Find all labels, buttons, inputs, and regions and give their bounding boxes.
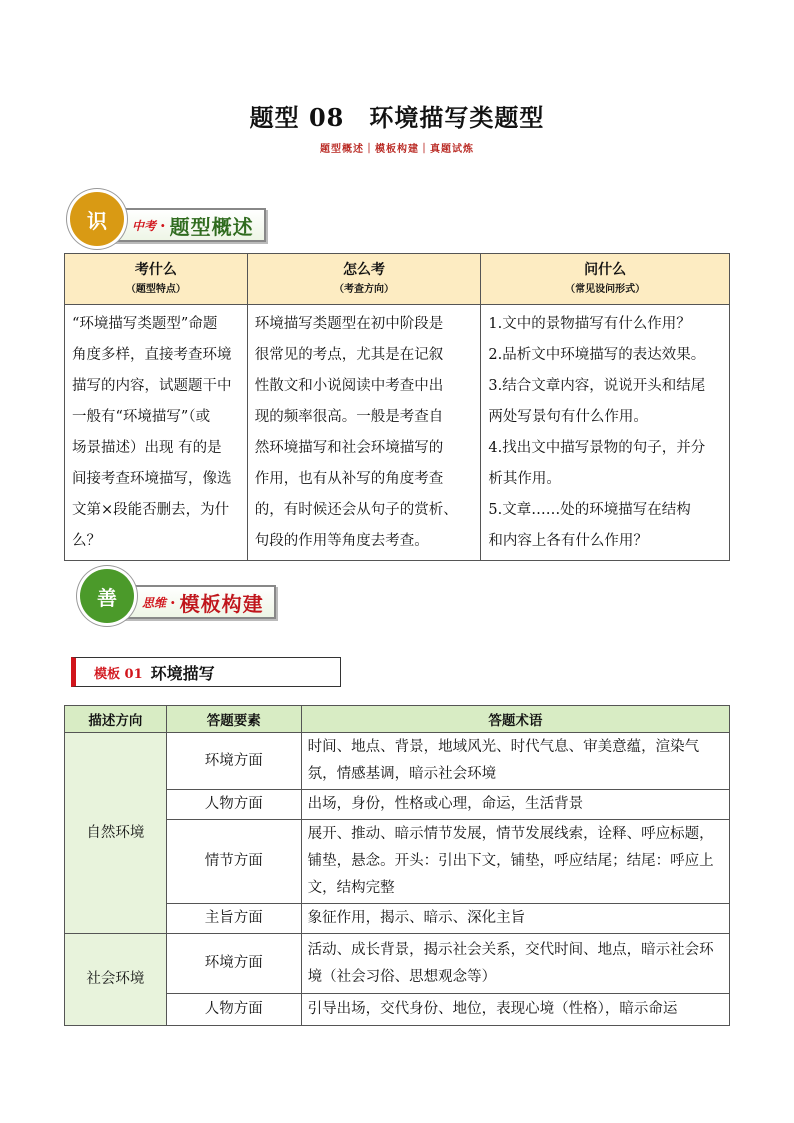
template-header-terms: 答题术语 (301, 706, 729, 733)
text-line: 很常见的考点，尤其是在记叙 (254, 347, 444, 363)
text-line: 性散文和小说阅读中考查中出 (254, 378, 444, 394)
section-dot: · (160, 215, 166, 235)
text-line: 2.品析文中环境描写的表达效果。 (488, 347, 706, 363)
page-subtitle: 题型概述｜模板构建｜真题试炼 (320, 144, 474, 155)
header-title: 怎么考 (343, 262, 386, 278)
text-line: 3.结合文章内容，说说开头和结尾 (488, 378, 706, 394)
aspect-cell: 情节方面 (166, 820, 301, 904)
text-line: 角度多样，直接考查环境 (72, 347, 232, 363)
text-line: 描写的内容，试题题干中 (72, 378, 232, 394)
aspect-cell: 主旨方面 (166, 904, 301, 934)
terms-cell: 时间、地点、背景，地域风光、时代气息、审美意蕴，渲染气氛，情感基调，暗示社会环境 (301, 733, 729, 790)
section-ribbon (120, 585, 276, 619)
text-line: 句段的作用等角度去考查。 (254, 533, 429, 549)
aspect-cell: 环境方面 (166, 733, 301, 790)
text-line: 一般有“环境描写”（或 (72, 409, 211, 425)
text-line: 作用，也有从补写的角度考查 (254, 471, 444, 487)
header-title: 问什么 (584, 262, 627, 278)
category-cell: 社会环境 (65, 934, 167, 1026)
aspect-cell: 人物方面 (166, 790, 301, 820)
section-heading: 题型概述 (169, 214, 254, 239)
template-title-box (71, 657, 341, 687)
page-title: 题型 08 环境描写类题型 (249, 103, 545, 132)
text-line: 1.文中的景物描写有什么作用？ (488, 316, 691, 332)
overview-header-what (65, 254, 248, 305)
header-sub: （常见设问形式） (565, 284, 646, 295)
section-banner-template (80, 569, 320, 625)
text-line: 文第×段能否删去，为什 (72, 502, 230, 518)
text-line: 现的频率很高。一般是考查自 (254, 409, 444, 425)
text-line: 间接考查环境描写，像选 (72, 471, 232, 487)
section-dot: · (170, 592, 176, 612)
header-title: 考什么 (134, 262, 177, 278)
overview-header-how (247, 254, 481, 305)
text-line: 场景描述）出现 有的是 (72, 440, 222, 456)
terms-cell: 活动、成长背景，揭示社会关系，交代时间、地点，暗示社会环境（社会习俗、思想观念等） (301, 934, 729, 994)
category-cell: 自然环境 (65, 733, 167, 934)
text-line: 5.文章……处的环境描写在结构 (488, 502, 691, 518)
aspect-cell: 环境方面 (166, 934, 301, 994)
overview-header-ask (481, 254, 730, 305)
terms-cell: 展开、推动、暗示情节发展，情节发展线索，诠释、呼应标题，铺垫，悬念。开头：引出下文，铺垫，呼应结尾；结尾：呼应上文，结构完整 (301, 820, 729, 904)
template-header-element: 答题要素 (166, 706, 301, 733)
section-badge: 善 (80, 569, 134, 623)
terms-cell: 引导出场，交代身份、地位，表现心境（性格），暗示命运 (301, 994, 729, 1026)
aspect-cell: 人物方面 (166, 994, 301, 1026)
template-number: 模板 01 (94, 666, 143, 682)
text-line: 环境描写类题型在初中阶段是 (254, 316, 444, 332)
text-line: 么？ (72, 533, 101, 549)
text-line: 的，有时候还会从句子的赏析、 (254, 502, 458, 518)
overview-cell-ask (481, 305, 730, 561)
text-line: 两处写景句有什么作用。 (488, 409, 648, 425)
text-line: 和内容上各有什么作用？ (488, 533, 648, 549)
template-table (64, 705, 730, 1026)
section-tag: 思维 (142, 595, 167, 610)
section-badge: 识 (70, 192, 124, 246)
section-ribbon (110, 208, 266, 242)
terms-cell: 出场，身份，性格或心理，命运，生活背景 (301, 790, 729, 820)
section-banner-overview (70, 192, 310, 248)
text-line: “环境描写类题型”命题 (72, 316, 218, 332)
terms-cell: 象征作用，揭示、暗示、深化主旨 (301, 904, 729, 934)
template-header-direction: 描述方向 (65, 706, 167, 733)
section-tag: 中考 (132, 218, 157, 233)
template-name: 环境描写 (150, 663, 215, 683)
overview-cell-how (247, 305, 481, 561)
text-line: 然环境描写和社会环境描写的 (254, 440, 444, 456)
header-sub: （考查方向） (334, 284, 395, 295)
overview-table (64, 253, 730, 561)
text-line: 4.找出文中描写景物的句子，并分 (488, 440, 706, 456)
section-heading: 模板构建 (179, 591, 264, 616)
text-line: 析其作用。 (488, 471, 561, 487)
overview-cell-what (65, 305, 248, 561)
header-sub: （题型特点） (125, 284, 186, 295)
